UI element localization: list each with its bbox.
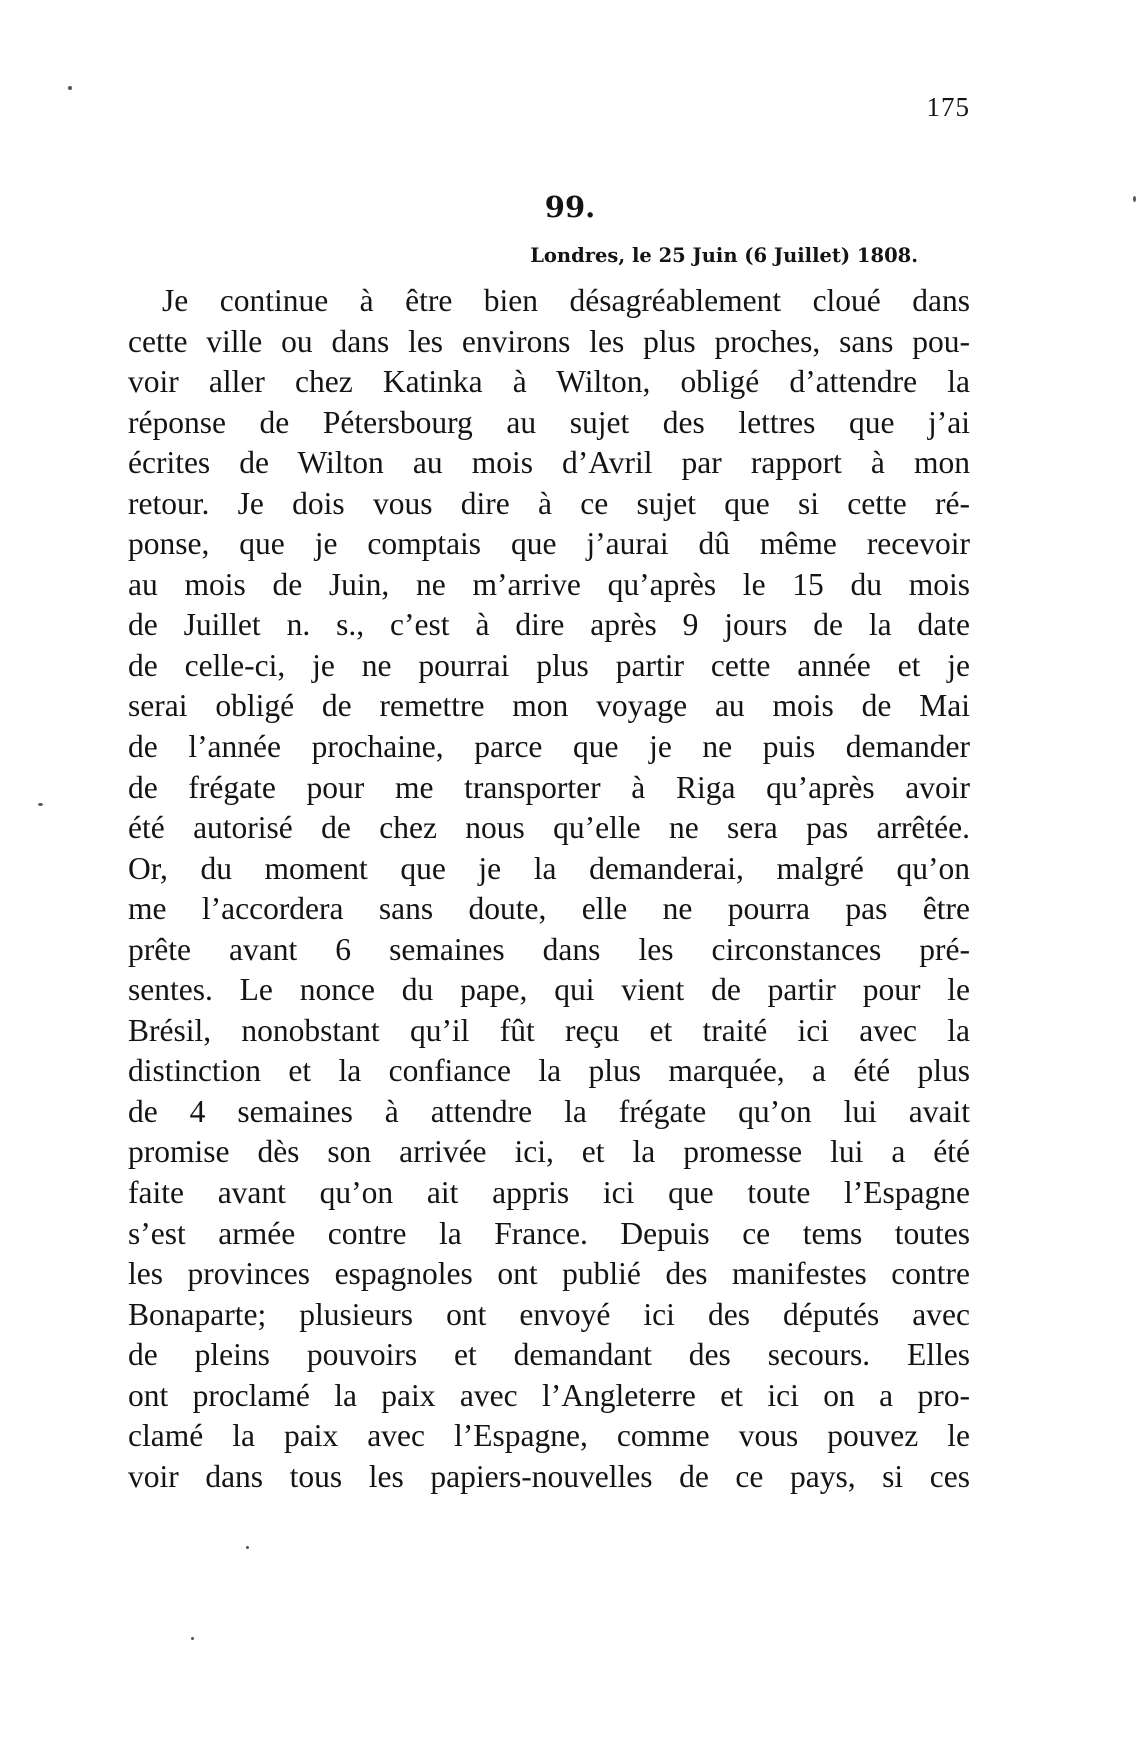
text-line: cette ville ou dans les environs les plus proches, sans pou- — [128, 323, 970, 359]
text-line: de pleins pouvoirs et demandant des secours. Elles — [128, 1337, 970, 1373]
text-line: faite avant qu’on ait appris ici que toute l’Espagne — [128, 1175, 970, 1211]
text-line: été autorisé de chez nous qu’elle ne sera pas arrêtée. — [128, 810, 970, 846]
text-line: prête avant 6 semaines dans les circonstances pré- — [128, 931, 970, 967]
text-line: Brésil, nonobstant qu’il fût reçu et traité ici avec la — [128, 1012, 970, 1048]
text-line: de Juillet n. s., c’est à dire après 9 jours de la date — [128, 607, 970, 643]
text-line: me l’accordera sans doute, elle ne pourra pas être — [128, 891, 970, 927]
text-line: ponse, que je comptais que j’aurai dû même recevoir — [128, 526, 970, 562]
text-line: de l’année prochaine, parce que je ne puis demander — [128, 729, 970, 765]
text-line: promise dès son arrivée ici, et la promesse lui a été — [128, 1134, 970, 1170]
text-line: de 4 semaines à attendre la frégate qu’on lui avait — [128, 1093, 970, 1129]
text-line: de celle-ci, je ne pourrai plus partir cette année et je — [128, 647, 970, 683]
text-line: serai obligé de remettre mon voyage au mois de Mai — [128, 688, 970, 724]
text-line: s’est armée contre la France. Depuis ce tems toutes — [128, 1215, 970, 1251]
text-line: voir dans tous les papiers-nouvelles de ce pays, si ces — [128, 1458, 970, 1494]
text-line: les provinces espagnoles ont publié des manifestes contre — [128, 1256, 970, 1292]
text-line: clamé la paix avec l’Espagne, comme vous pouvez le — [128, 1418, 970, 1454]
scan-speck — [68, 86, 72, 90]
letter-body — [128, 281, 970, 1497]
letter-number: 99. — [544, 190, 596, 224]
text-line: Bonaparte; plusieurs ont envoyé ici des députés avec — [128, 1296, 970, 1332]
text-line: au mois de Juin, ne m’arrive qu’après le 15 du mois — [128, 566, 970, 602]
text-line: sentes. Le nonce du pape, qui vient de partir pour le — [128, 972, 970, 1008]
scan-speck — [246, 1546, 249, 1549]
text-line: Or, du moment que je la demanderai, malgré qu’on — [128, 850, 970, 886]
scan-speck — [1133, 196, 1136, 202]
page-number: 175 — [926, 92, 970, 122]
scan-speck — [38, 803, 43, 806]
text-line: voir aller chez Katinka à Wilton, obligé d’attendre la — [128, 364, 970, 400]
text-line: retour. Je dois vous dire à ce sujet que si cette ré- — [128, 485, 970, 521]
text-line: de frégate pour me transporter à Riga qu’après avoir — [128, 769, 970, 805]
text-line: Je continue à être bien désagréablement cloué dans — [162, 283, 970, 318]
text-line: distinction et la confiance la plus marquée, a été plus — [128, 1053, 970, 1089]
text-line: écrites de Wilton au mois d’Avril par rapport à mon — [128, 445, 970, 481]
scan-speck — [191, 1637, 194, 1640]
letter-dateline: Londres, le 25 Juin (6 Juillet) 1808. — [530, 244, 918, 267]
text-line: réponse de Pétersbourg au sujet des lettres que j’ai — [128, 404, 970, 440]
text-line: ont proclamé la paix avec l’Angleterre et ici on a pro- — [128, 1377, 970, 1413]
